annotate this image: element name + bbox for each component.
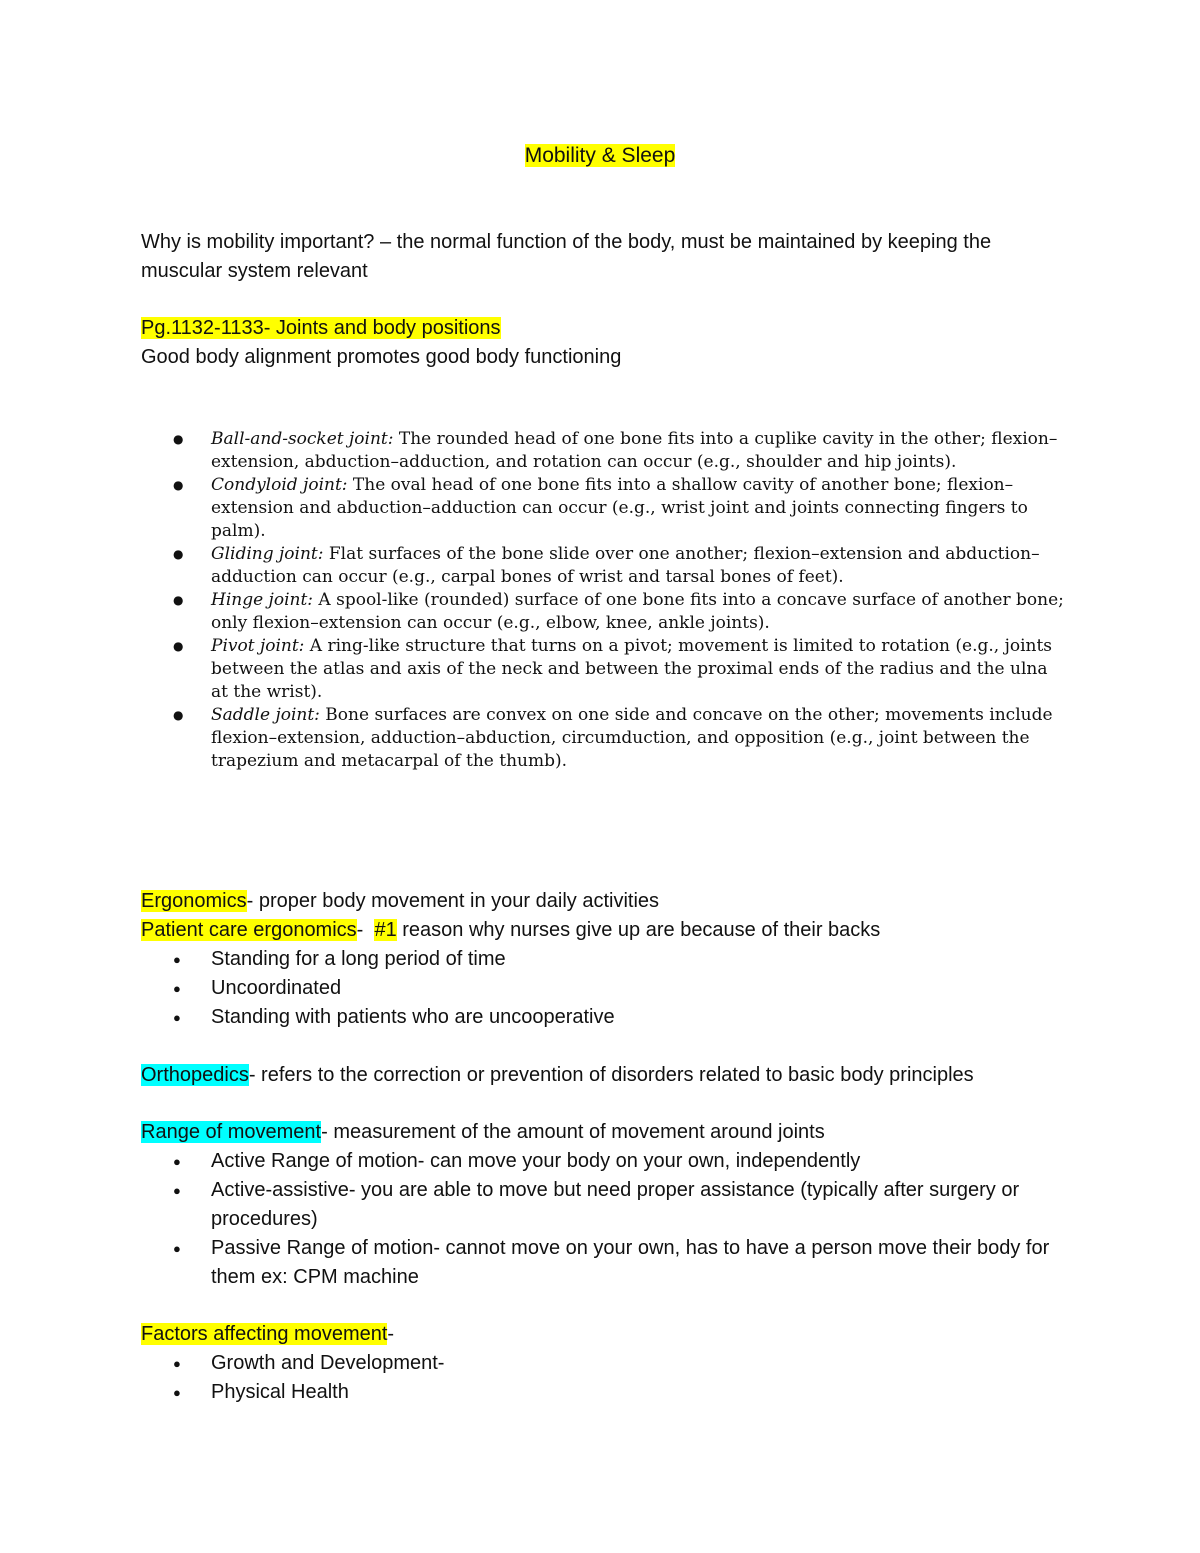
joint-description: Bone surfaces are convex on one side and concave on the other; movements include flexion–extension, adduction–abduction, circumduction, and opposition (e.g., joint between the trapezium and metacarpal of the thumb). <box>211 705 1053 771</box>
range-line: Range of movement- measurement of the amount of movement around joints <box>141 1121 825 1143</box>
factors-line: Factors affecting movement- <box>141 1323 395 1345</box>
joint-term: Saddle joint: <box>211 705 320 725</box>
joints-heading: Pg.1132-1133- Joints and body positions <box>141 317 501 339</box>
list-item: ● Physical Health <box>141 1378 1066 1407</box>
joint-description: Flat surfaces of the bone slide over one another; flexion–extension and abduction–adduction can occur (e.g., carpal bones of wrist and tarsal bones of feet). <box>211 544 1040 587</box>
list-item: ● Standing for a long period of time <box>141 945 1066 974</box>
list-item: ● Growth and Development- <box>141 1349 1066 1378</box>
joint-term: Condyloid joint: <box>211 475 348 495</box>
joints-list <box>141 428 1066 773</box>
ergonomics-line: Ergonomics- proper body movement in your daily activities <box>141 890 660 912</box>
joint-description: The rounded head of one bone fits into a cuplike cavity in the other; flexion–extension, abduction–adduction, and rotation can occur (e.g., shoulder and hip joints). <box>211 429 1058 472</box>
joint-list-item <box>141 704 1066 773</box>
range-list <box>141 1147 1066 1292</box>
factors-list <box>141 1349 1066 1407</box>
joint-term: Hinge joint: <box>211 590 314 610</box>
page-title: Mobility & Sleep <box>524 144 676 167</box>
list-item: ● Passive Range of motion- cannot move on your own, has to have a person move their body for them ex: CPM machine <box>141 1234 1066 1292</box>
joint-list-item <box>141 474 1066 543</box>
joint-description: A spool-like (rounded) surface of one bone fits into a concave surface of another bone; only flexion–extension can occur (e.g., elbow, knee, ankle joints). <box>211 590 1064 633</box>
joint-list-item <box>141 428 1066 474</box>
list-item: ● Standing with patients who are uncooperative <box>141 1003 1066 1032</box>
joint-list-item <box>141 543 1066 589</box>
list-item: ● Active-assistive- you are able to move but need proper assistance (typically after surgery or procedures) <box>141 1176 1066 1234</box>
patient-ergonomics-line: Patient care ergonomics- #1 reason why nurses give up are because of their backs <box>141 919 881 941</box>
joint-description: The oval head of one bone fits into a shallow cavity of another bone; flexion–extension and abduction–adduction can occur (e.g., wrist joint and joints connecting fingers to palm). <box>211 475 1028 541</box>
joints-subheading: Good body alignment promotes good body functioning <box>141 346 622 368</box>
ergonomics-list <box>141 945 1066 1032</box>
joint-term: Pivot joint: <box>211 636 305 656</box>
orthopedics-line: Orthopedics- refers to the correction or prevention of disorders related to basic body principles <box>141 1064 974 1086</box>
joint-list-item <box>141 589 1066 635</box>
list-item: ● Active Range of motion- can move your body on your own, independently <box>141 1147 1066 1176</box>
joint-description: A ring-like structure that turns on a pivot; movement is limited to rotation (e.g., joints between the atlas and axis of the neck and between the proximal ends of the radius and the ulna at the wrist). <box>211 636 1053 702</box>
joint-term: Gliding joint: <box>211 544 324 564</box>
list-item: ● Uncoordinated <box>141 974 1066 1003</box>
intro-paragraph: Why is mobility important? – the normal function of the body, must be maintained by keeping the muscular system relevant <box>141 231 992 282</box>
joint-term: Ball-and-socket joint: <box>211 429 394 449</box>
joint-list-item <box>141 635 1066 704</box>
joints-bullet-list <box>141 428 1066 773</box>
